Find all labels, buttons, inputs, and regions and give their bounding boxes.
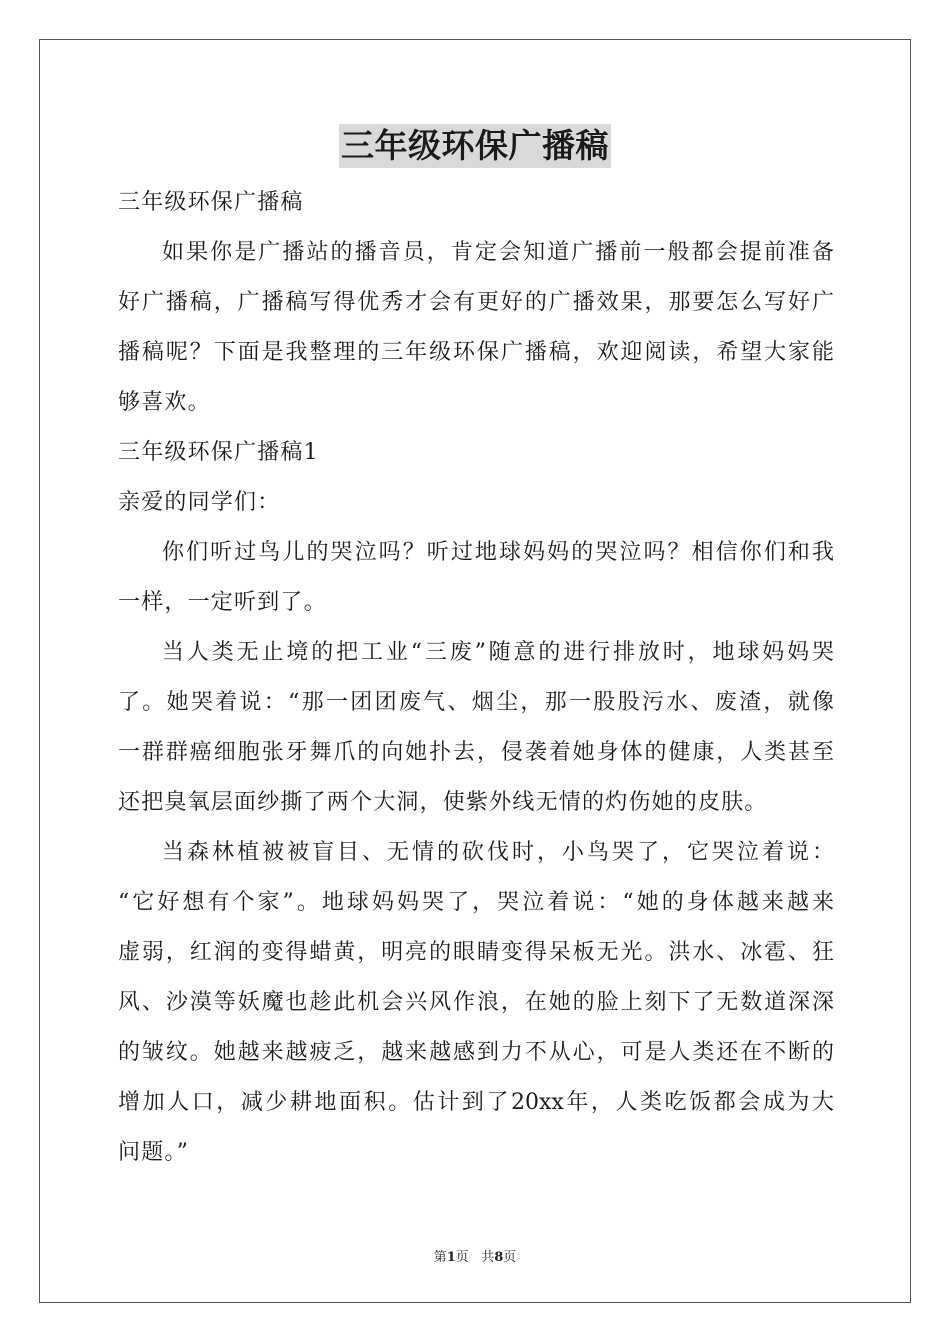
- document-title: 三年级环保广播稿: [339, 124, 611, 168]
- text-line: 播稿呢？下面是我整理的三年级环保广播稿，欢迎阅读，希望大家能: [118, 340, 834, 365]
- text-line: 亲爱的同学们：: [118, 490, 281, 515]
- title-area: [0, 124, 950, 168]
- text-line: 问题。”: [118, 1140, 190, 1165]
- text-line: 三年级环保广播稿: [118, 190, 304, 215]
- text-line: 当人类无止境的把工业“三废”随意的进行排放时，地球妈妈哭: [162, 640, 834, 665]
- footer-page-unit: 页: [455, 1250, 469, 1265]
- text-line: 好广播稿，广播稿写得优秀才会有更好的广播效果，那要怎么写好广: [118, 290, 834, 315]
- footer-total-pages: 8: [494, 1250, 504, 1265]
- text-line: 了。她哭着说：“那一团团废气、烟尘，那一股股污水、废渣，就像: [118, 690, 834, 715]
- footer-page-prefix: 第: [433, 1250, 447, 1265]
- document-body: [118, 178, 834, 1178]
- text-line: 一群群癌细胞张牙舞爪的向她扑去，侵袭着她身体的健康，人类甚至: [118, 740, 834, 765]
- text-line: 你们听过鸟儿的哭泣吗？听过地球妈妈的哭泣吗？相信你们和我: [162, 540, 834, 565]
- footer-total-prefix: 共: [481, 1250, 495, 1265]
- text-line: 风、沙漠等妖魔也趁此机会兴风作浪，在她的脸上刻下了无数道深深: [118, 990, 834, 1015]
- page-footer: [0, 1246, 950, 1265]
- text-line: 如果你是广播站的播音员，肯定会知道广播前一般都会提前准备: [162, 240, 834, 265]
- text-line: “它好想有个家”。地球妈妈哭了，哭泣着说：“她的身体越来越来: [118, 890, 834, 915]
- text-line: 的皱纹。她越来越疲乏，越来越感到力不从心，可是人类还在不断的: [118, 1040, 834, 1065]
- text-line: 够喜欢。: [118, 390, 211, 415]
- text-line: 增加人口，减少耕地面积。估计到了20xx年，人类吃饭都会成为大: [118, 1090, 834, 1115]
- text-line: 还把臭氧层面纱撕了两个大洞，使紫外线无情的灼伤她的皮肤。: [118, 790, 768, 815]
- text-line: 一样，一定听到了。: [118, 590, 327, 615]
- text-line: 虚弱，红润的变得蜡黄，明亮的眼睛变得呆板无光。洪水、冰雹、狂: [118, 940, 834, 965]
- text-line: 三年级环保广播稿1: [118, 440, 319, 465]
- footer-total-unit: 页: [503, 1250, 517, 1265]
- footer-page-number: 1: [446, 1250, 456, 1265]
- text-line: 当森林植被被盲目、无情的砍伐时，小鸟哭了，它哭泣着说：: [162, 840, 834, 865]
